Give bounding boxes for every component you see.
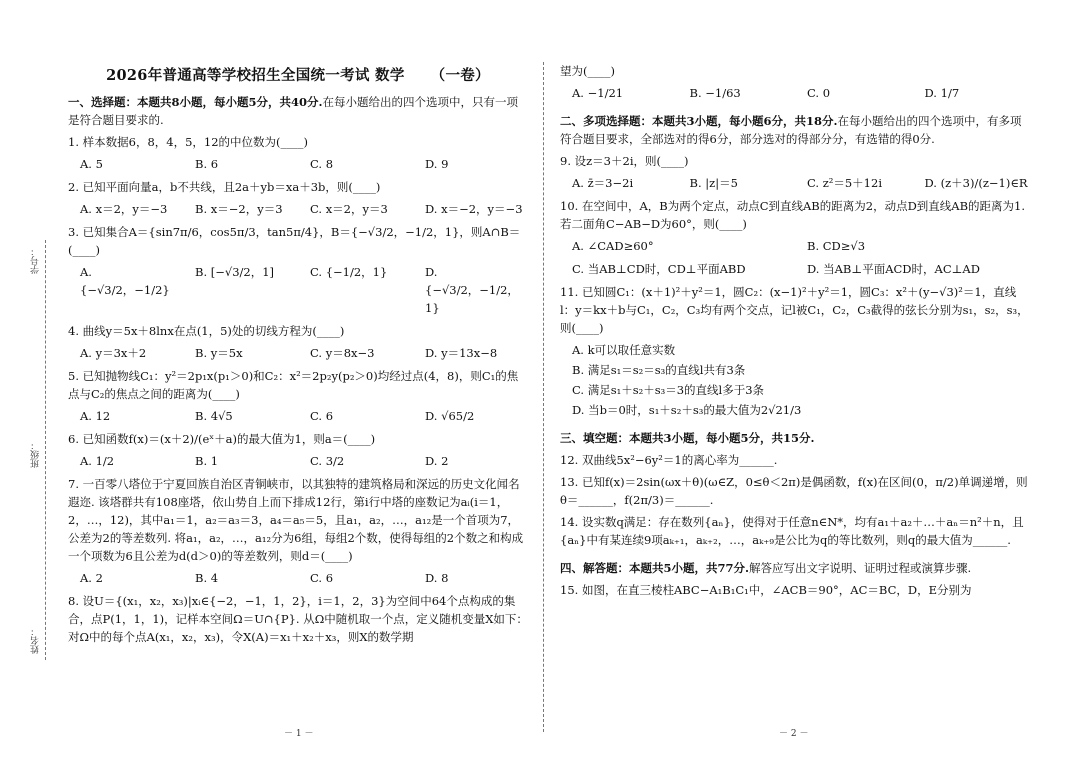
- option-a: A. 2: [80, 571, 103, 585]
- option-c: C. 满足s₁＋s₂＋s₃＝3的直线l多于3条: [572, 383, 765, 397]
- option-a: A. ∠CAD≥60°: [572, 239, 654, 253]
- option-d: D. 8: [425, 571, 449, 585]
- option-b: B. CD≥√3: [807, 239, 866, 253]
- option-a: A. x＝2，y＝−3: [80, 202, 168, 216]
- exam-title-main: 2026年普通高等学校招生全国统一考试 数学: [106, 67, 405, 84]
- option-b: B. 4√5: [195, 409, 233, 423]
- option-d: D. 当AB⊥平面ACD时，AC⊥AD: [807, 262, 980, 276]
- section-1-title: 一、选择题：本题共8小题，每小题5分，共40分.: [68, 95, 323, 109]
- page-divider: [543, 62, 544, 732]
- section-4-heading: [560, 559, 1030, 577]
- question-6-options: [68, 452, 528, 470]
- option-d: D. √65/2: [425, 409, 475, 423]
- option-d: D. y＝13x−8: [425, 346, 498, 360]
- exam-title: [68, 64, 528, 85]
- option-b: B. 6: [195, 157, 219, 171]
- student-id-label: 学号：: [29, 244, 42, 277]
- question-3: 3. 已知集合A＝{sin7π/6，cos5π/3，tan5π/4}，B＝{−√3/2，−1/2，1}，则A∩B＝(____): [68, 225, 521, 257]
- option-d: D. (z＋3)/(z−1)∈R: [924, 176, 1028, 190]
- section-4-note: 解答应写出文字说明、证明过程或演算步骤.: [749, 561, 972, 575]
- section-4-title: 四、解答题：本题共5小题，共77分.: [560, 561, 750, 575]
- question-8-continued: 望为(____): [560, 64, 615, 78]
- question-8-options: [560, 84, 1030, 102]
- option-c: C. {−1/2，1}: [310, 265, 388, 279]
- question-7: 7. 一百零八塔位于宁夏回族自治区青铜峡市，以其独特的建筑格局和深远的历史文化闻名遐迩. 该塔群共有108座塔，依山势自上而下排成12行，第i行中塔的座数记为aᵢ(i＝1，2，…，12)，其中a₁＝1，a₂＝a₃＝3，a₄＝a₅＝5，且a₁，a₂，…，a₁₂是一个首项为7，公差为2的等差数列. 将a₁，a₂，…，a₁₂分为6组，每组2个数，使得每组的2个数之和构成一个项数为6且公差为d(d＞0)的等差数列，则d＝(____): [68, 477, 524, 563]
- option-c: C. 0: [807, 86, 831, 100]
- option-a: A. 12: [80, 409, 111, 423]
- exam-volume-label: （一卷）: [430, 67, 490, 84]
- section-1-heading: [68, 93, 528, 129]
- question-10-options-row-1: [560, 237, 1030, 255]
- option-a: A. 1/2: [80, 454, 115, 468]
- question-5: 5. 已知抛物线C₁：y²＝2p₁x(p₁＞0)和C₂：x²＝2p₂y(p₂＞0)均经过点(4，8)，则C₁的焦点与C₂的焦点之间的距离为(____): [68, 369, 519, 401]
- question-15: 15. 如图，在直三棱柱ABC−A₁B₁C₁中，∠ACB＝90°，AC＝BC，D，E分别为: [560, 583, 972, 597]
- option-b: B. x＝−2，y＝3: [195, 202, 283, 216]
- question-2: 2. 已知平面向量a，b不共线，且2a＋yb＝xa＋3b，则(____): [68, 180, 381, 194]
- option-c: C. 当AB⊥CD时，CD⊥平面ABD: [572, 262, 746, 276]
- option-a: A. k可以取任意实数: [572, 343, 676, 357]
- option-c: C. z²＝5＋12i: [807, 176, 882, 190]
- option-b: B. 满足s₁＝s₂＝s₃的直线l共有3条: [572, 363, 746, 377]
- question-4-options: [68, 344, 528, 362]
- section-2-heading: [560, 112, 1030, 148]
- option-a: A. y＝3x＋2: [80, 346, 147, 360]
- question-8: 8. 设U＝{(x₁，x₂，x₃)|xᵢ∈{−2，−1，1，2}，i＝1，2，3}为空间中64个点构成的集合，点P(1，1，1)，记样本空间Ω＝U∩{P}. 从Ω中随机取一个点，定义随机变量X如下：对Ω中的每个点A(x₁，x₂，x₃)，令X(A)＝x₁＋x₂＋x₃，则X的数学期: [68, 594, 528, 644]
- binding-dashed-line: [45, 240, 46, 660]
- class-label: 班级：: [29, 438, 42, 471]
- option-b: B. |z|＝5: [689, 176, 738, 190]
- option-d: D. 当b＝0时，s₁＋s₂＋s₃的最大值为2√21/3: [572, 403, 802, 417]
- option-b: B. 1: [195, 454, 219, 468]
- section-3-heading: 三、填空题：本题共3小题，每小题5分，共15分.: [560, 431, 815, 445]
- question-3-options: [68, 263, 528, 317]
- question-5-options: [68, 407, 528, 425]
- question-9: 9. 设z＝3＋2i，则(____): [560, 154, 689, 168]
- option-a: A. {−√3/2，−1/2}: [80, 265, 170, 297]
- question-13: 13. 已知f(x)＝2sin(ωx＋θ)(ω∈Z，0≤θ＜2π)是偶函数，f(x)在区间(0，π/2)单调递增，则θ＝______，f(2π/3)＝______.: [560, 475, 1028, 507]
- page-number-2: － 2 －: [779, 729, 809, 739]
- question-9-options: [560, 174, 1030, 192]
- option-b: B. −1/63: [689, 86, 741, 100]
- option-d: D. x＝−2，y＝−3: [425, 202, 523, 216]
- option-c: C. 6: [310, 409, 334, 423]
- question-6: 6. 已知函数f(x)＝(x＋2)/(eˣ＋a)的最大值为1，则a＝(____): [68, 432, 376, 446]
- exam-page-2: [560, 62, 1030, 717]
- exam-page-1: [68, 62, 528, 717]
- option-b: B. [−√3/2，1]: [195, 265, 275, 279]
- section-1-note: 在每小题给出的四个选项中，只有一项是符合题目要求的.: [68, 95, 519, 127]
- option-a: A. z̄＝3−2i: [572, 176, 634, 190]
- option-a: A. 5: [80, 157, 103, 171]
- option-c: C. 6: [310, 571, 334, 585]
- option-c: C. x＝2，y＝3: [310, 202, 388, 216]
- section-2-note: 在每小题给出的四个选项中，有多项符合题目要求，全部选对的得6分，部分选对的得部分分，有选错的得0分.: [560, 114, 1022, 146]
- question-1-options: [68, 155, 528, 173]
- option-b: B. 4: [195, 571, 219, 585]
- question-10: 10. 在空间中，A，B为两个定点，动点C到直线AB的距离为2，动点D到直线AB的距离为1. 若二面角C−AB−D为60°，则(____): [560, 199, 1026, 231]
- option-d: D. 2: [425, 454, 449, 468]
- option-c: C. 8: [310, 157, 334, 171]
- option-d: D. 9: [425, 157, 449, 171]
- question-10-options-row-2: [560, 260, 1030, 278]
- question-4: 4. 曲线y＝5x＋8lnx在点(1，5)处的切线方程为(____): [68, 324, 345, 338]
- option-c: C. 3/2: [310, 454, 345, 468]
- question-14: 14. 设实数q满足：存在数列{aₙ}，使得对于任意n∈N*，均有a₁＋a₂＋…＋aₙ＝n²＋n，且{aₙ}中有某连续9项aₖ₊₁，aₖ₊₂，…，aₖ₊₉是公比为q的等比数列，则q的最大值为______.: [560, 515, 1024, 547]
- question-11: 11. 已知圆C₁：(x＋1)²＋y²＝1，圆C₂：(x−1)²＋y²＝1，圆C₃：x²＋(y−√3)²＝1，直线l：y＝kx＋b与C₁，C₂，C₃均有两个交点，记l被C₁，C₂，C₃截得的弦长分别为s₁，s₂，s₃，则(____): [560, 285, 1029, 335]
- question-1: 1. 样本数据6，8，4，5，12的中位数为(____): [68, 135, 308, 149]
- option-c: C. y＝8x−3: [310, 346, 375, 360]
- binding-margin: [0, 0, 62, 768]
- option-a: A. −1/21: [572, 86, 624, 100]
- question-7-options: [68, 569, 528, 587]
- option-d: D. {−√3/2，−1/2，1}: [425, 265, 519, 315]
- name-label: 姓名：: [29, 624, 42, 657]
- section-2-title: 二、多项选择题：本题共3小题，每小题6分，共18分.: [560, 114, 838, 128]
- question-2-options: [68, 200, 528, 218]
- page-number-1: － 1 －: [284, 729, 314, 739]
- option-d: D. 1/7: [924, 86, 960, 100]
- question-12: 12. 双曲线5x²−6y²＝1的离心率为______.: [560, 453, 778, 467]
- option-b: B. y＝5x: [195, 346, 243, 360]
